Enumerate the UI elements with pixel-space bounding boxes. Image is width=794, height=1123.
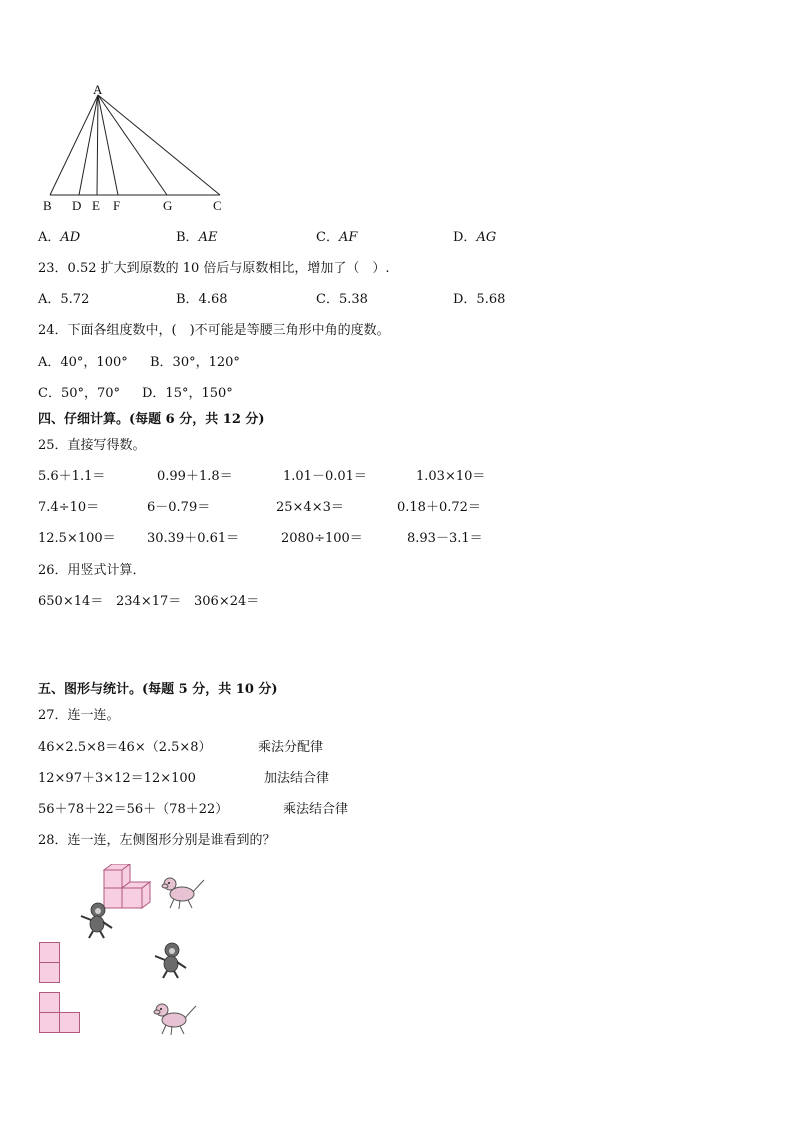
l-shape-figure[interactable] — [39, 992, 83, 1034]
q25-stem: 25．直接写得数。 — [38, 438, 146, 453]
section-5-title: 五、图形与统计。(每题 5 分，共 10 分) — [38, 682, 278, 697]
q23-option-b[interactable]: B．4.68 — [176, 292, 228, 307]
q25-item: 0.18＋0.72＝ — [397, 500, 481, 515]
q26-item: 234×17＝ — [116, 594, 182, 609]
q27-right-item[interactable]: 乘法分配律 — [258, 740, 324, 755]
triangle-figure — [36, 82, 236, 217]
q25-item: 25×4×3＝ — [276, 500, 344, 515]
q25-item: 7.4÷10＝ — [38, 500, 100, 515]
q27-left-item[interactable]: 46×2.5×8＝46×（2.5×8） — [38, 740, 212, 755]
q23-option-d[interactable]: D．5.68 — [453, 292, 506, 307]
q25-item: 1.03×10＝ — [416, 469, 486, 484]
q25-item: 1.01－0.01＝ — [283, 469, 367, 484]
section-4-title: 四、仔细计算。(每题 6 分，共 12 分) — [38, 412, 265, 427]
q25-item: 5.6＋1.1＝ — [38, 469, 106, 484]
label-a: A — [93, 82, 103, 97]
q25-item: 2080÷100＝ — [281, 531, 363, 546]
q25-item: 0.99＋1.8＝ — [157, 469, 233, 484]
q23-option-a[interactable]: A．5.72 — [38, 292, 90, 307]
q24-option-b[interactable]: B．30°，120° — [150, 355, 240, 370]
q26-stem: 26．用竖式计算． — [38, 563, 146, 578]
q27-left-item[interactable]: 12×97＋3×12＝12×100 — [38, 771, 196, 786]
q27-stem: 27．连一连。 — [38, 708, 120, 723]
q25-item: 8.93－3.1＝ — [407, 531, 483, 546]
q26-item: 650×14＝ — [38, 594, 104, 609]
q26-item: 306×24＝ — [194, 594, 260, 609]
q23-stem: 23．0.52 扩大到原数的 10 倍后与原数相比，增加了（ ）. — [38, 261, 390, 276]
dog-icon[interactable] — [152, 998, 198, 1038]
q24-option-a[interactable]: A．40°，100° — [38, 355, 128, 370]
label-d: D — [72, 198, 82, 213]
q24-option-c[interactable]: C．50°，70° — [38, 386, 121, 401]
q24-stem: 24．下面各组度数中，( )不可能是等腰三角形中角的度数。 — [38, 323, 390, 338]
label-e: E — [92, 198, 100, 213]
label-b: B — [43, 198, 52, 213]
label-g: G — [163, 198, 173, 213]
dog-icon — [160, 872, 206, 912]
q23-option-c[interactable]: C．5.38 — [316, 292, 368, 307]
label-f: F — [113, 198, 121, 213]
q22-option-a[interactable]: A．AD — [38, 230, 81, 245]
q22-option-c[interactable]: C．AF — [316, 230, 358, 245]
q27-right-item[interactable]: 乘法结合律 — [283, 802, 349, 817]
q22-option-b[interactable]: B．AE — [176, 230, 218, 245]
q22-option-d[interactable]: D．AG — [453, 230, 497, 245]
q24-option-d[interactable]: D．15°，150° — [142, 386, 233, 401]
q25-item: 30.39＋0.61＝ — [147, 531, 240, 546]
q25-item: 6－0.79＝ — [147, 500, 211, 515]
q27-left-item[interactable]: 56＋78＋22＝56＋（78＋22） — [38, 802, 229, 817]
q28-stem: 28．连一连，左侧图形分别是谁看到的？ — [38, 833, 276, 848]
q25-item: 12.5×100＝ — [38, 531, 116, 546]
label-c: C — [213, 198, 222, 213]
monkey-icon — [78, 900, 116, 940]
two-square-column-figure[interactable] — [39, 942, 61, 984]
monkey-icon[interactable] — [152, 940, 190, 980]
q27-right-item[interactable]: 加法结合律 — [264, 771, 330, 786]
